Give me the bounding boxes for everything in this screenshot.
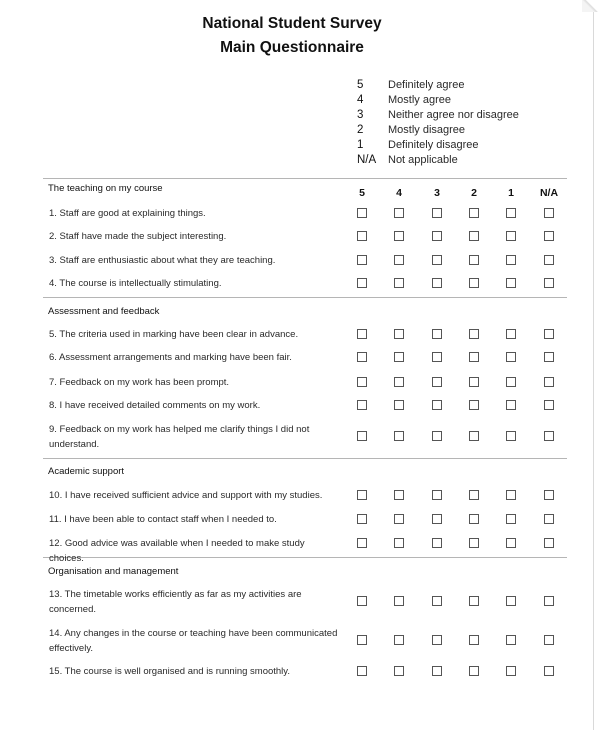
q3-checkbox-5[interactable] <box>357 255 367 265</box>
legend-value: 5 <box>357 78 364 91</box>
q7-checkbox-3[interactable] <box>432 377 442 387</box>
q4-checkbox-3[interactable] <box>432 278 442 288</box>
q13-checkbox-4[interactable] <box>394 596 404 606</box>
q4-checkbox-2[interactable] <box>469 278 479 288</box>
q5-checkbox-3[interactable] <box>432 329 442 339</box>
q2-checkbox-3[interactable] <box>432 231 442 241</box>
section-title-assessment: Assessment and feedback <box>48 306 160 317</box>
q2-checkbox-5[interactable] <box>357 231 367 241</box>
page-edge <box>593 0 594 730</box>
legend-label: Definitely agree <box>388 78 465 91</box>
legend-value: 2 <box>357 123 364 136</box>
legend-label: Definitely disagree <box>388 138 479 151</box>
question-text: 5. The criteria used in marking have been clear in advance. <box>49 329 299 340</box>
q2-checkbox-1[interactable] <box>506 231 516 241</box>
q15-checkbox-5[interactable] <box>357 666 367 676</box>
q5-checkbox-na[interactable] <box>544 329 554 339</box>
q9-checkbox-4[interactable] <box>394 431 404 441</box>
legend-row <box>357 152 519 167</box>
scale-header-na: N/A <box>539 187 559 199</box>
q7-checkbox-na[interactable] <box>544 377 554 387</box>
question-text: 12. Good advice was available when I needed to make study choices. <box>49 538 305 564</box>
q10-checkbox-na[interactable] <box>544 490 554 500</box>
scale-header-2: 2 <box>471 187 477 199</box>
question-text: 10. I have received sufficient advice and support with my studies. <box>49 490 323 501</box>
q12-checkbox-4[interactable] <box>394 538 404 548</box>
q15-checkbox-4[interactable] <box>394 666 404 676</box>
q4-checkbox-na[interactable] <box>544 278 554 288</box>
section-title-academic-support: Academic support <box>48 466 125 477</box>
q7-checkbox-1[interactable] <box>506 377 516 387</box>
q13-checkbox-3[interactable] <box>432 596 442 606</box>
q6-checkbox-2[interactable] <box>469 352 479 362</box>
q1-checkbox-3[interactable] <box>432 208 442 218</box>
q4-checkbox-1[interactable] <box>506 278 516 288</box>
q14-checkbox-na[interactable] <box>544 635 554 645</box>
section-divider <box>43 458 567 459</box>
q5-checkbox-2[interactable] <box>469 329 479 339</box>
legend-value: 1 <box>357 138 364 151</box>
q14-checkbox-3[interactable] <box>432 635 442 645</box>
q7-checkbox-4[interactable] <box>394 377 404 387</box>
legend-label: Mostly agree <box>388 93 451 106</box>
page-corner <box>582 0 600 12</box>
scale-header-4: 4 <box>396 187 402 199</box>
q4-checkbox-4[interactable] <box>394 278 404 288</box>
q10-checkbox-3[interactable] <box>432 490 442 500</box>
q1-checkbox-5[interactable] <box>357 208 367 218</box>
q10-checkbox-5[interactable] <box>357 490 367 500</box>
question-text: 4. The course is intellectually stimulating. <box>49 278 222 289</box>
q12-checkbox-3[interactable] <box>432 538 442 548</box>
q9-checkbox-1[interactable] <box>506 431 516 441</box>
q8-checkbox-na[interactable] <box>544 400 554 410</box>
q9-checkbox-3[interactable] <box>432 431 442 441</box>
q6-checkbox-na[interactable] <box>544 352 554 362</box>
q1-checkbox-4[interactable] <box>394 208 404 218</box>
q10-checkbox-2[interactable] <box>469 490 479 500</box>
question-text: 15. The course is well organised and is running smoothly. <box>49 666 290 677</box>
q15-checkbox-na[interactable] <box>544 666 554 676</box>
q8-checkbox-4[interactable] <box>394 400 404 410</box>
q14-checkbox-1[interactable] <box>506 635 516 645</box>
question-text: 14. Any changes in the course or teaching have been communicated effectively. <box>49 628 338 654</box>
q3-checkbox-1[interactable] <box>506 255 516 265</box>
question-text: 9. Feedback on my work has helped me clarify things I did not understand. <box>49 424 310 450</box>
question-text: 7. Feedback on my work has been prompt. <box>49 377 230 388</box>
q8-checkbox-1[interactable] <box>506 400 516 410</box>
legend-row <box>357 122 519 137</box>
section-title-teaching: The teaching on my course <box>48 183 163 194</box>
legend-value: N/A <box>357 153 377 166</box>
q4-checkbox-5[interactable] <box>357 278 367 288</box>
q2-checkbox-na[interactable] <box>544 231 554 241</box>
q5-checkbox-4[interactable] <box>394 329 404 339</box>
q9-checkbox-na[interactable] <box>544 431 554 441</box>
q7-checkbox-5[interactable] <box>357 377 367 387</box>
legend-label: Mostly disagree <box>388 123 466 136</box>
questionnaire-subtitle: Main Questionnaire <box>220 39 364 56</box>
q11-checkbox-4[interactable] <box>394 514 404 524</box>
question-text: 2. Staff have made the subject interesting. <box>49 231 227 242</box>
q10-checkbox-1[interactable] <box>506 490 516 500</box>
scale-header-5: 5 <box>359 187 365 199</box>
scale-header-1: 1 <box>508 187 514 199</box>
q3-checkbox-3[interactable] <box>432 255 442 265</box>
q5-checkbox-1[interactable] <box>506 329 516 339</box>
legend-label: Not applicable <box>388 153 458 166</box>
q10-checkbox-4[interactable] <box>394 490 404 500</box>
q3-checkbox-4[interactable] <box>394 255 404 265</box>
q9-checkbox-5[interactable] <box>357 431 367 441</box>
q9-checkbox-2[interactable] <box>469 431 479 441</box>
q13-checkbox-5[interactable] <box>357 596 367 606</box>
q12-checkbox-5[interactable] <box>357 538 367 548</box>
q6-checkbox-3[interactable] <box>432 352 442 362</box>
q8-checkbox-5[interactable] <box>357 400 367 410</box>
q11-checkbox-5[interactable] <box>357 514 367 524</box>
q2-checkbox-4[interactable] <box>394 231 404 241</box>
q14-checkbox-4[interactable] <box>394 635 404 645</box>
question-text: 6. Assessment arrangements and marking have been fair. <box>49 352 292 363</box>
q1-checkbox-2[interactable] <box>469 208 479 218</box>
question-text: 3. Staff are enthusiastic about what they are teaching. <box>49 255 276 266</box>
legend-value: 4 <box>357 93 364 106</box>
q12-checkbox-1[interactable] <box>506 538 516 548</box>
q15-checkbox-1[interactable] <box>506 666 516 676</box>
q6-checkbox-4[interactable] <box>394 352 404 362</box>
legend-row <box>357 92 519 107</box>
q6-checkbox-1[interactable] <box>506 352 516 362</box>
question-text: 8. I have received detailed comments on my work. <box>49 400 261 411</box>
q13-checkbox-na[interactable] <box>544 596 554 606</box>
legend-row <box>357 107 519 122</box>
q12-checkbox-2[interactable] <box>469 538 479 548</box>
q15-checkbox-2[interactable] <box>469 666 479 676</box>
q13-checkbox-1[interactable] <box>506 596 516 606</box>
question-text: 13. The timetable works efficiently as far as my activities are concerned. <box>49 589 302 615</box>
q5-checkbox-5[interactable] <box>357 329 367 339</box>
q13-checkbox-2[interactable] <box>469 596 479 606</box>
section-divider <box>43 297 567 298</box>
section-title-organisation: Organisation and management <box>48 566 179 577</box>
q15-checkbox-3[interactable] <box>432 666 442 676</box>
scale-header-3: 3 <box>434 187 440 199</box>
section-divider <box>43 178 567 179</box>
q14-checkbox-2[interactable] <box>469 635 479 645</box>
q3-checkbox-2[interactable] <box>469 255 479 265</box>
q1-checkbox-na[interactable] <box>544 208 554 218</box>
legend-value: 3 <box>357 108 364 121</box>
legend-label: Neither agree nor disagree <box>388 108 519 121</box>
q11-checkbox-na[interactable] <box>544 514 554 524</box>
q8-checkbox-2[interactable] <box>469 400 479 410</box>
legend-row <box>357 137 519 152</box>
q11-checkbox-1[interactable] <box>506 514 516 524</box>
survey-title: National Student Survey <box>202 15 382 32</box>
q1-checkbox-1[interactable] <box>506 208 516 218</box>
rating-legend <box>357 77 519 167</box>
q12-checkbox-na[interactable] <box>544 538 554 548</box>
legend-row <box>357 77 519 92</box>
q11-checkbox-2[interactable] <box>469 514 479 524</box>
q2-checkbox-2[interactable] <box>469 231 479 241</box>
q7-checkbox-2[interactable] <box>469 377 479 387</box>
question-text: 11. I have been able to contact staff when I needed to. <box>49 514 277 525</box>
q3-checkbox-na[interactable] <box>544 255 554 265</box>
q6-checkbox-5[interactable] <box>357 352 367 362</box>
q14-checkbox-5[interactable] <box>357 635 367 645</box>
question-text: 1. Staff are good at explaining things. <box>49 208 206 219</box>
q8-checkbox-3[interactable] <box>432 400 442 410</box>
q11-checkbox-3[interactable] <box>432 514 442 524</box>
